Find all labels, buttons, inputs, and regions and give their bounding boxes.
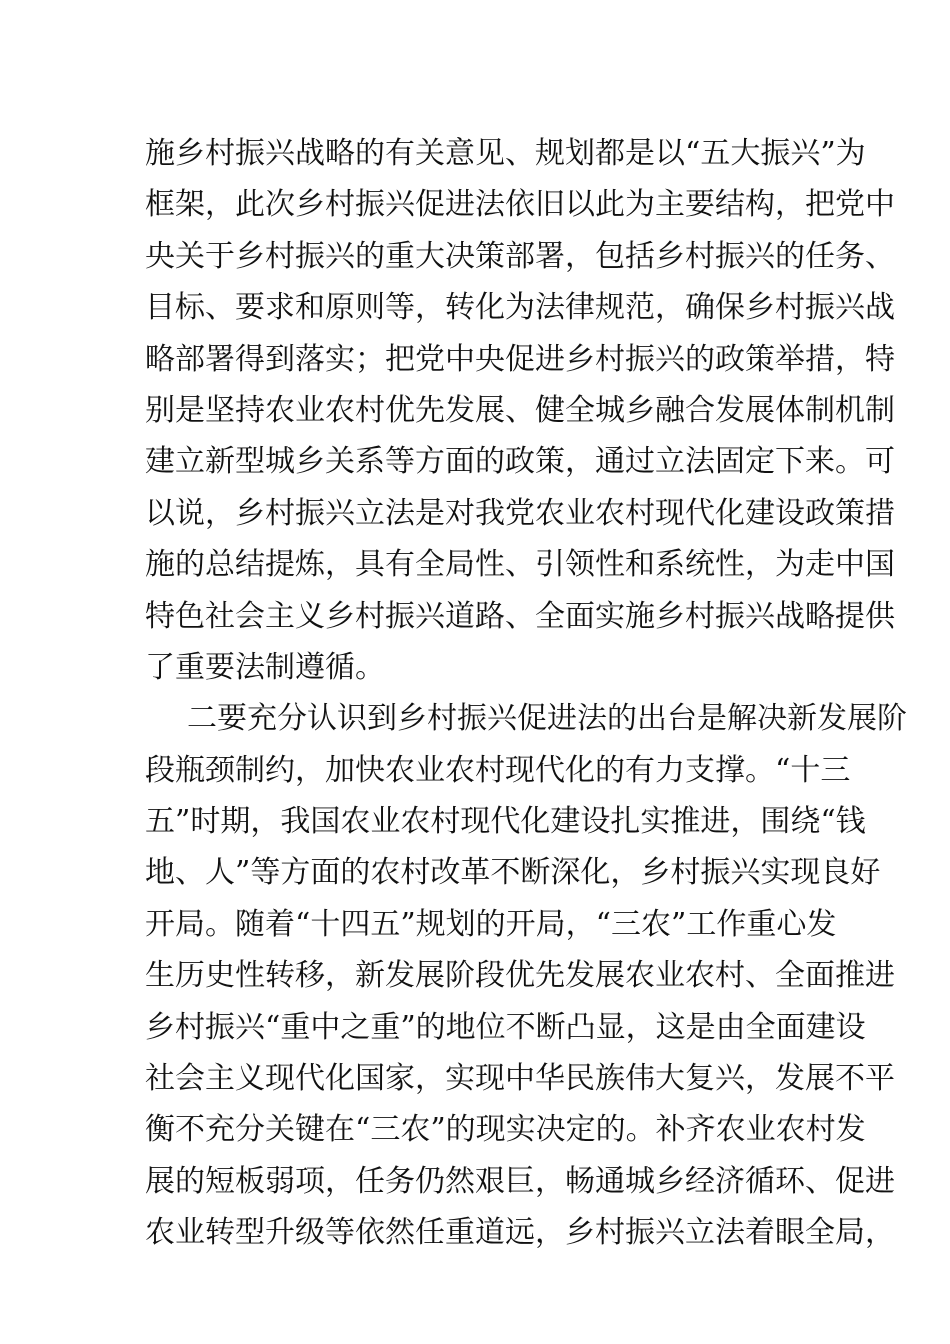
paragraph-1	[145, 128, 895, 693]
text-line: 社会主义现代化国家，实现中华民族伟大复兴，发展不平	[145, 1061, 895, 1097]
text-line: 开局。随着“十四五”规划的开局，“三农”工作重心发	[145, 906, 837, 942]
text-line: 乡村振兴“重中之重”的地位不断凸显，这是由全面建设	[145, 1009, 866, 1045]
text-line: 别是坚持农业农村优先发展、健全城乡融合发展体制机制	[145, 392, 895, 428]
text-line: 施的总结提炼，具有全局性、引领性和系统性，为走中国	[145, 547, 895, 583]
text-line: 二要充分认识到乡村振兴促进法的出台是解决新发展阶	[187, 701, 907, 737]
text-line: 衡不充分关键在“三农”的现实决定的。补齐农业农村发	[145, 1112, 866, 1148]
text-line: 五”时期，我国农业农村现代化建设扎实推进，围绕“钱	[145, 804, 866, 840]
paragraph-2	[145, 693, 907, 1258]
text-line: 框架，此次乡村振兴促进法依旧以此为主要结构，把党中	[145, 187, 895, 223]
text-line: 央关于乡村振兴的重大决策部署，包括乡村振兴的任务、	[145, 238, 895, 274]
text-line: 特色社会主义乡村振兴道路、全面实施乡村振兴战略提供	[145, 598, 895, 634]
text-line: 略部署得到落实；把党中央促进乡村振兴的政策举措，特	[145, 341, 895, 377]
text-line: 农业转型升级等依然任重道远，乡村振兴立法着眼全局，	[145, 1215, 895, 1251]
text-line: 目标、要求和原则等，转化为法律规范，确保乡村振兴战	[145, 290, 895, 326]
text-line: 施乡村振兴战略的有关意见、规划都是以“五大振兴”为	[145, 136, 866, 171]
text-line: 段瓶颈制约，加快农业农村现代化的有力支撑。“十三	[145, 752, 851, 788]
text-line: 生历史性转移，新发展阶段优先发展农业农村、全面推进	[145, 958, 895, 994]
body-text	[145, 128, 907, 1259]
text-line: 地、人”等方面的农村改革不断深化，乡村振兴实现良好	[145, 855, 881, 891]
text-line: 展的短板弱项，任务仍然艰巨，畅通城乡经济循环、促进	[145, 1163, 895, 1199]
text-line: 建立新型城乡关系等方面的政策，通过立法固定下来。可	[145, 444, 895, 480]
text-line: 以说，乡村振兴立法是对我党农业农村现代化建设政策措	[145, 495, 895, 531]
text-line: 了重要法制遵循。	[145, 649, 385, 685]
